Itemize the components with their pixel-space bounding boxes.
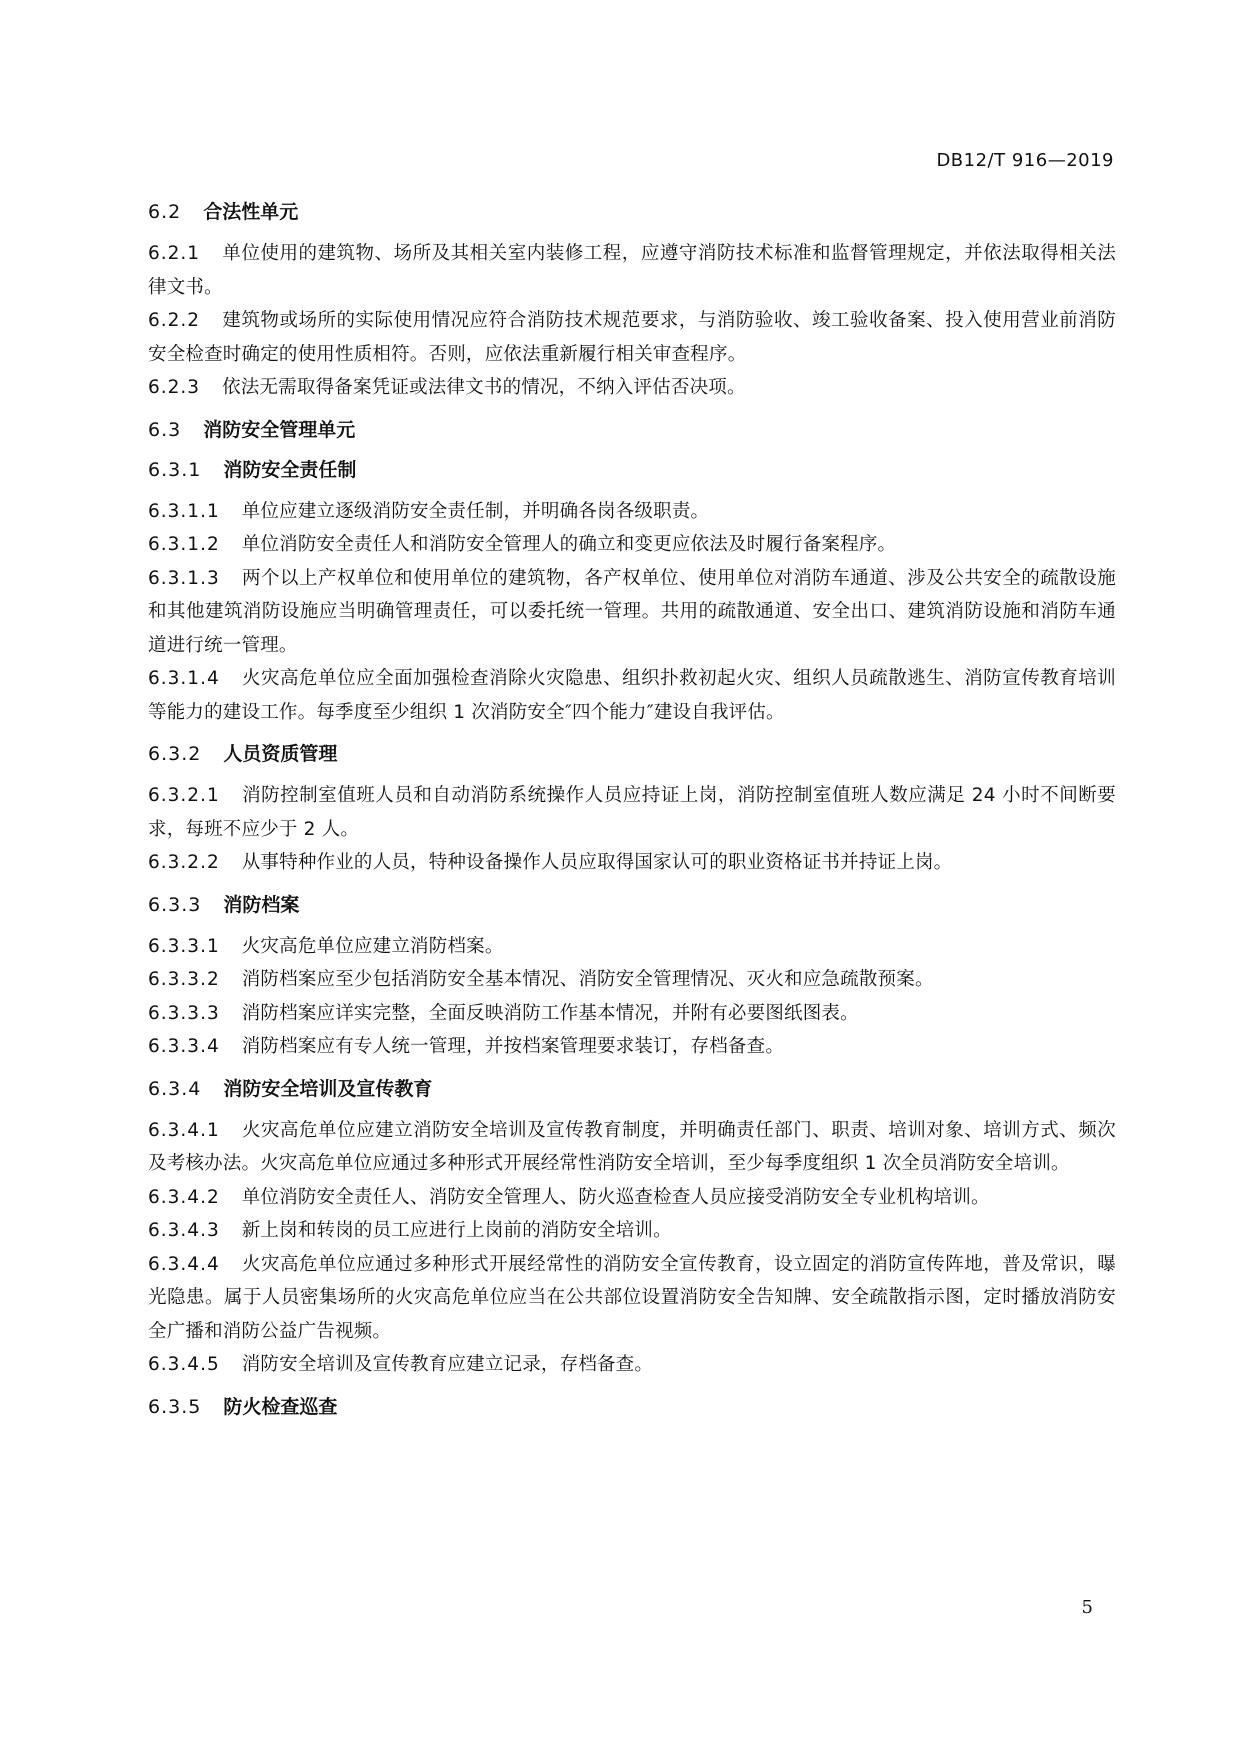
heading-6-3-1: 6.3.1 消防安全责任制 xyxy=(148,458,357,481)
clause-6-3-1-1: 6.3.1.1 单位应建立逐级消防安全责任制，并明确各岗各级职责。 xyxy=(148,500,710,522)
clause-6-2-2: 6.2.2 建筑物或场所的实际使用情况应符合消防技术规范要求，与消防验收、竣工验收备案、投入使用营业前消防安全检查时确定的使用性质相符。否则，应依法重新履行相关审查程序。 xyxy=(148,310,1116,365)
clause-6-3-3-1: 6.3.3.1 火灾高危单位应建立消防档案。 xyxy=(148,935,504,957)
document-id: DB12/T 916—2019 xyxy=(936,150,1114,171)
clause-6-3-4-4: 6.3.4.4 火灾高危单位应通过多种形式开展经常性的消防安全宣传教育，设立固定的消防宣传阵地，普及常识，曝光隐患。属于人员密集场所的火灾高危单位应当在公共部位设置消防安全告知牌、安全疏散指示图，定时播放消防安全广播和消防公益广告视频。 xyxy=(148,1253,1116,1342)
document-body xyxy=(148,197,1116,1422)
clause-6-3-1-3: 6.3.1.3 两个以上产权单位和使用单位的建筑物，各产权单位、使用单位对消防车通道、涉及公共安全的疏散设施和其他建筑消防设施应当明确管理责任，可以委托统一管理。共用的疏散通道、安全出口、建筑消防设施和消防车通道进行统一管理。 xyxy=(148,567,1116,656)
heading-6-3: 6.3 消防安全管理单元 xyxy=(148,418,356,441)
clause-6-3-3-4: 6.3.3.4 消防档案应有专人统一管理，并按档案管理要求装订，存档备查。 xyxy=(148,1036,785,1057)
heading-6-3-4: 6.3.4 消防安全培训及宣传教育 xyxy=(148,1077,433,1100)
clause-6-3-4-5: 6.3.4.5 消防安全培训及宣传教育应建立记录，存档备查。 xyxy=(148,1354,654,1375)
clause-6-3-2-2: 6.3.2.2 从事特种作业的人员，特种设备操作人员应取得国家认可的职业资格证书并持证上岗。 xyxy=(148,852,953,873)
clause-6-3-1-4: 6.3.1.4 火灾高危单位应全面加强检查消除火灾隐患、组织扑救初起火灾、组织人员疏散逃生、消防宣传教育培训等能力的建设工作。每季度至少组织 1 次消防安全″四个能力″建设自我评估。 xyxy=(148,668,1116,723)
heading-6-3-5: 6.3.5 防火检查巡查 xyxy=(148,1395,338,1418)
clause-6-2-3: 6.2.3 依法无需取得备案凭证或法律文书的情况，不纳入评估否决项。 xyxy=(148,377,746,398)
clause-6-3-2-1: 6.3.2.1 消防控制室值班人员和自动消防系统操作人员应持证上岗，消防控制室值班人数应满足 24 小时不间断要求，每班不应少于 2 人。 xyxy=(148,785,1116,840)
clause-6-3-3-3: 6.3.3.3 消防档案应详实完整，全面反映消防工作基本情况，并附有必要图纸图表。 xyxy=(148,1002,859,1024)
clause-6-3-1-2: 6.3.1.2 单位消防安全责任人和消防安全管理人的确立和变更应依法及时履行备案程序。 xyxy=(148,534,897,555)
heading-6-3-2: 6.3.2 人员资质管理 xyxy=(148,743,338,765)
heading-6-2: 6.2 合法性单元 xyxy=(148,201,299,223)
clause-6-3-4-3: 6.3.4.3 新上岗和转岗的员工应进行上岗前的消防安全培训。 xyxy=(148,1220,672,1241)
clause-6-3-3-2: 6.3.3.2 消防档案应至少包括消防安全基本情况、消防安全管理情况、灭火和应急疏散预案。 xyxy=(148,969,934,990)
clause-6-2-1: 6.2.1 单位使用的建筑物、场所及其相关室内装修工程，应遵守消防技术标准和监督管理规定，并依法取得相关法律文书。 xyxy=(148,243,1116,298)
heading-6-3-3: 6.3.3 消防档案 xyxy=(148,893,300,916)
clause-6-3-4-2: 6.3.4.2 单位消防安全责任人、消防安全管理人、防火巡查检查人员应接受消防安全专业机构培训。 xyxy=(148,1186,990,1208)
clause-6-3-4-1: 6.3.4.1 火灾高危单位应建立消防安全培训及宣传教育制度，并明确责任部门、职责、培训对象、培训方式、频次及考核办法。火灾高危单位应通过多种形式开展经常性消防安全培训，至少每季度组织 1 次全员消防安全培训。 xyxy=(148,1119,1116,1174)
page-number: 5 xyxy=(1081,1597,1093,1618)
